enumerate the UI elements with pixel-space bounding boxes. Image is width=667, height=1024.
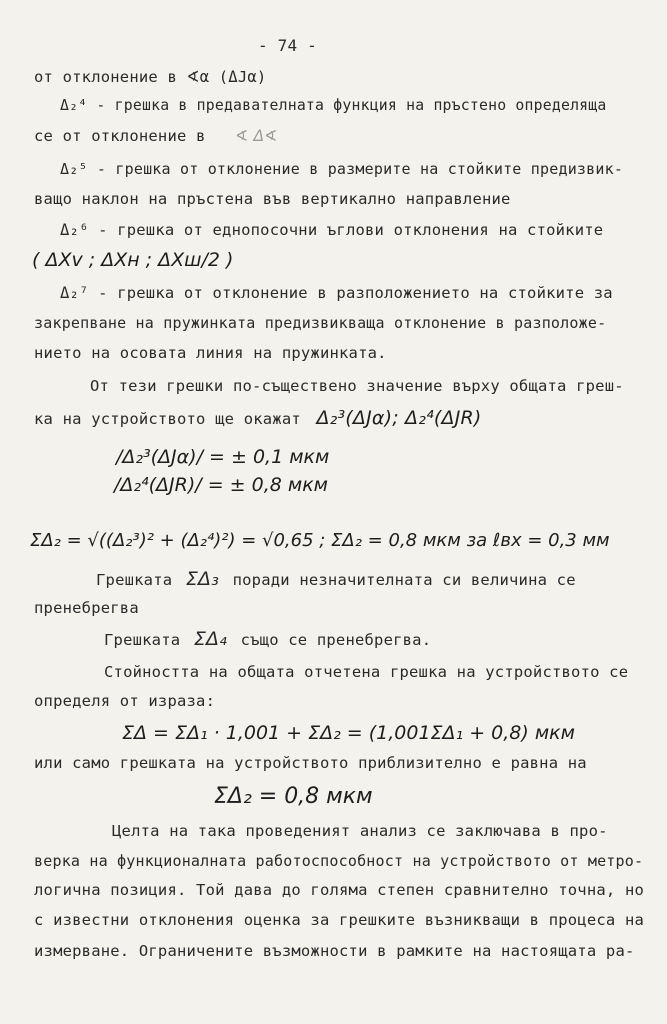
text-line: ващо наклон на пръстена във вертикално направление	[34, 190, 511, 208]
text-line: определя от израза:	[34, 692, 216, 710]
text-segment: Грешката	[96, 571, 173, 589]
text-line: верка на функционалната работоспособност на устройството от метро-	[34, 852, 644, 870]
page-number: - 74 -	[258, 36, 317, 55]
faint-handwritten-mark: ∢ Δ∢	[235, 127, 278, 145]
equation: /Δ₂³(ΔJα)/ = ± 0,1 мкм	[116, 446, 330, 468]
text-line: Δ₂⁴ - грешка в предавателната функция на пръстено определяща	[60, 97, 607, 114]
text-line: Целта на така проведеният анализ се заключава в про-	[112, 822, 608, 840]
text-line	[34, 407, 482, 429]
text-line: нието на осовата линия на пружинката.	[34, 344, 387, 362]
text-line: пренебрегва	[34, 599, 139, 617]
text-line: Δ₂⁶ - грешка от еднопосочни ъглови отклонения на стойките	[60, 221, 604, 239]
formula-line: ( ΔXv ; ΔXн ; ΔXш/2 )	[32, 249, 234, 271]
text-line	[34, 127, 277, 145]
text-line	[96, 568, 576, 590]
text-line: логична позиция. Той дава до голяма степен сравнително точна, но	[34, 881, 645, 899]
text-segment: поради незначителната си величина се	[232, 571, 576, 589]
equation: /Δ₂⁴(ΔJR)/ = ± 0,8 мкм	[114, 474, 329, 496]
text-line: измерване. Ограничените възможности в рамките на настоящата ра-	[34, 942, 635, 960]
inline-formula: Δ₂³(ΔJα); Δ₂⁴(ΔJR)	[316, 407, 482, 429]
equation: ΣΔ₂ = 0,8 мкм	[214, 784, 373, 809]
inline-formula: ΣΔ₃	[185, 568, 220, 590]
text-line: Δ₂⁵ - грешка от отклонение в размерите на стойките предизвик-	[60, 160, 624, 178]
text-line: или само грешката на устройството приблизително е равна на	[34, 754, 587, 772]
inline-formula: ΣΔ₄	[193, 628, 228, 650]
text-segment: ка на устройството ще окажат	[34, 410, 301, 428]
text-line: от отклонение в ∢α (ΔJα)	[34, 68, 267, 86]
text-line: Δ₂⁷ - грешка от отклонение в разположението на стойките за	[60, 284, 613, 302]
equation: ΣΔ₂ = √((Δ₂³)² + (Δ₂⁴)²) = √0,65 ; ΣΔ₂ = 0,8 мкм за ℓвх = 0,3 мм	[30, 530, 610, 551]
equation: ΣΔ = ΣΔ₁ · 1,001 + ΣΔ₂ = (1,001ΣΔ₁ + 0,8) мкм	[122, 722, 575, 744]
text-line: закрепване на пружинката предизвикваща отклонение в разположе-	[34, 314, 607, 332]
text-segment: също се пренебрегва.	[240, 631, 432, 649]
text-line	[104, 628, 431, 650]
text-line: Стойността на общата отчетена грешка на устройството се	[104, 663, 629, 681]
text-segment: Грешката	[104, 631, 181, 649]
text-segment: се от отклонение в	[34, 127, 206, 145]
text-line: с известни отклонения оценка за грешките възникващи в процеса на	[34, 911, 645, 929]
text-line: От тези грешки по-съществено значение върху общата греш-	[90, 377, 624, 395]
